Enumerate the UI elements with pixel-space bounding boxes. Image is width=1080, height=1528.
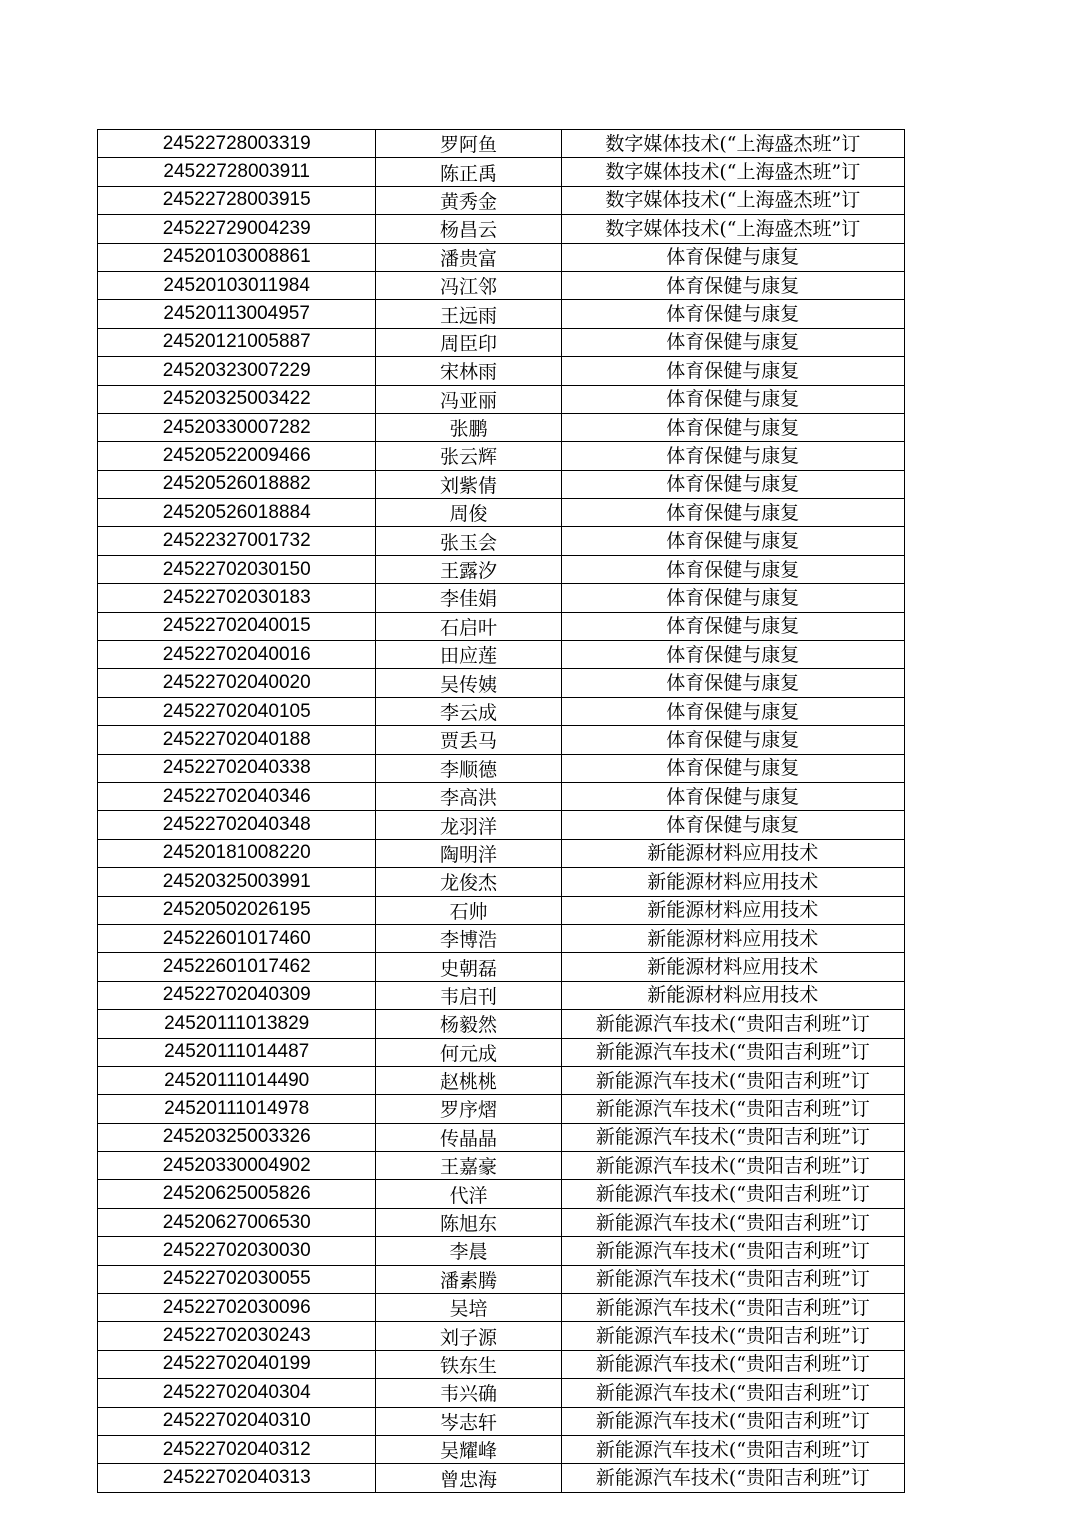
student-name-cell: 李顺德 xyxy=(376,754,561,782)
student-id-cell: 24520323007229 xyxy=(98,357,376,385)
student-id-cell: 24522728003915 xyxy=(98,186,376,214)
table-row xyxy=(98,1180,905,1208)
table-row xyxy=(98,158,905,186)
student-id-cell: 24520111014978 xyxy=(98,1095,376,1123)
table-row xyxy=(98,953,905,981)
student-name-cell: 赵桃桃 xyxy=(376,1066,561,1094)
table-row xyxy=(98,924,905,952)
student-id-cell: 24522702040310 xyxy=(98,1407,376,1435)
major-cell: 新能源汽车技术(“贵阳吉利班”订 xyxy=(561,1010,904,1038)
student-name-cell: 李晨 xyxy=(376,1237,561,1265)
major-cell: 体育保健与康复 xyxy=(561,782,904,810)
major-cell: 体育保健与康复 xyxy=(561,300,904,328)
student-id-cell: 24520111013829 xyxy=(98,1010,376,1038)
student-id-cell: 24522601017462 xyxy=(98,953,376,981)
major-cell: 数字媒体技术(“上海盛杰班”订 xyxy=(561,186,904,214)
student-name-cell: 罗阿鱼 xyxy=(376,130,561,158)
student-id-cell: 24522702040312 xyxy=(98,1435,376,1463)
student-name-cell: 周俊 xyxy=(376,499,561,527)
student-id-cell: 24520522009466 xyxy=(98,442,376,470)
table-row xyxy=(98,1407,905,1435)
student-id-cell: 24520526018882 xyxy=(98,470,376,498)
student-name-cell: 王露汐 xyxy=(376,555,561,583)
student-id-cell: 24520325003326 xyxy=(98,1123,376,1151)
student-id-cell: 24522702040188 xyxy=(98,726,376,754)
table-row xyxy=(98,1350,905,1378)
table-row xyxy=(98,328,905,356)
student-id-cell: 24522702040105 xyxy=(98,697,376,725)
student-name-cell: 罗序熠 xyxy=(376,1095,561,1123)
major-cell: 新能源材料应用技术 xyxy=(561,953,904,981)
table-row xyxy=(98,1265,905,1293)
table-row xyxy=(98,726,905,754)
table-row xyxy=(98,1123,905,1151)
major-cell: 体育保健与康复 xyxy=(561,555,904,583)
table-row xyxy=(98,1379,905,1407)
major-cell: 新能源材料应用技术 xyxy=(561,839,904,867)
student-name-cell: 陈正禹 xyxy=(376,158,561,186)
student-name-cell: 冯江邻 xyxy=(376,271,561,299)
student-name-cell: 王嘉豪 xyxy=(376,1152,561,1180)
major-cell: 新能源汽车技术(“贵阳吉利班”订 xyxy=(561,1294,904,1322)
table-row xyxy=(98,1322,905,1350)
table-row xyxy=(98,385,905,413)
student-name-cell: 杨昌云 xyxy=(376,215,561,243)
table-row xyxy=(98,271,905,299)
major-cell: 新能源汽车技术(“贵阳吉利班”订 xyxy=(561,1265,904,1293)
major-cell: 体育保健与康复 xyxy=(561,328,904,356)
table-row xyxy=(98,1237,905,1265)
table-row xyxy=(98,413,905,441)
student-name-cell: 陶明洋 xyxy=(376,839,561,867)
student-id-cell: 24522702030030 xyxy=(98,1237,376,1265)
table-row xyxy=(98,186,905,214)
student-name-cell: 李博浩 xyxy=(376,924,561,952)
student-name-cell: 韦兴确 xyxy=(376,1379,561,1407)
table-row xyxy=(98,1152,905,1180)
major-cell: 体育保健与康复 xyxy=(561,413,904,441)
table-row xyxy=(98,1038,905,1066)
student-id-cell: 24522702040346 xyxy=(98,782,376,810)
student-id-cell: 24520502026195 xyxy=(98,896,376,924)
student-name-cell: 传晶晶 xyxy=(376,1123,561,1151)
major-cell: 新能源汽车技术(“贵阳吉利班”订 xyxy=(561,1407,904,1435)
table-row xyxy=(98,555,905,583)
student-id-cell: 24520627006530 xyxy=(98,1208,376,1236)
table-row xyxy=(98,470,905,498)
student-name-cell: 吴耀峰 xyxy=(376,1435,561,1463)
student-id-cell: 24520330004902 xyxy=(98,1152,376,1180)
table-row xyxy=(98,300,905,328)
table-row xyxy=(98,1066,905,1094)
student-name-cell: 田应莲 xyxy=(376,641,561,669)
student-id-cell: 24522702030055 xyxy=(98,1265,376,1293)
student-name-cell: 石帅 xyxy=(376,896,561,924)
student-name-cell: 韦启刊 xyxy=(376,981,561,1009)
major-cell: 体育保健与康复 xyxy=(561,641,904,669)
student-id-cell: 24520325003991 xyxy=(98,868,376,896)
student-id-cell: 24522702040338 xyxy=(98,754,376,782)
major-cell: 新能源材料应用技术 xyxy=(561,924,904,952)
table-row xyxy=(98,811,905,839)
major-cell: 新能源汽车技术(“贵阳吉利班”订 xyxy=(561,1095,904,1123)
student-name-cell: 张鹏 xyxy=(376,413,561,441)
student-id-cell: 24520103011984 xyxy=(98,271,376,299)
major-cell: 新能源汽车技术(“贵阳吉利班”订 xyxy=(561,1208,904,1236)
major-cell: 数字媒体技术(“上海盛杰班”订 xyxy=(561,158,904,186)
major-cell: 体育保健与康复 xyxy=(561,499,904,527)
major-cell: 新能源汽车技术(“贵阳吉利班”订 xyxy=(561,1435,904,1463)
major-cell: 新能源汽车技术(“贵阳吉利班”订 xyxy=(561,1152,904,1180)
student-id-cell: 24520181008220 xyxy=(98,839,376,867)
table-row xyxy=(98,669,905,697)
major-cell: 体育保健与康复 xyxy=(561,584,904,612)
major-cell: 体育保健与康复 xyxy=(561,442,904,470)
major-cell: 新能源汽车技术(“贵阳吉利班”订 xyxy=(561,1322,904,1350)
table-row xyxy=(98,754,905,782)
student-id-cell: 24520121005887 xyxy=(98,328,376,356)
major-cell: 体育保健与康复 xyxy=(561,726,904,754)
student-name-cell: 黄秀金 xyxy=(376,186,561,214)
student-id-cell: 24522702040348 xyxy=(98,811,376,839)
student-id-cell: 24522702040199 xyxy=(98,1350,376,1378)
major-cell: 新能源汽车技术(“贵阳吉利班”订 xyxy=(561,1464,904,1492)
student-id-cell: 24522702030183 xyxy=(98,584,376,612)
student-id-cell: 24522702040016 xyxy=(98,641,376,669)
major-cell: 体育保健与康复 xyxy=(561,697,904,725)
table-row xyxy=(98,1010,905,1038)
student-id-cell: 24522702040020 xyxy=(98,669,376,697)
student-name-cell: 冯亚丽 xyxy=(376,385,561,413)
major-cell: 体育保健与康复 xyxy=(561,612,904,640)
student-name-cell: 龙羽洋 xyxy=(376,811,561,839)
major-cell: 体育保健与康复 xyxy=(561,470,904,498)
student-id-cell: 24522728003911 xyxy=(98,158,376,186)
major-cell: 体育保健与康复 xyxy=(561,811,904,839)
student-name-cell: 岑志轩 xyxy=(376,1407,561,1435)
table-row xyxy=(98,357,905,385)
major-cell: 体育保健与康复 xyxy=(561,754,904,782)
table-row xyxy=(98,442,905,470)
major-cell: 体育保健与康复 xyxy=(561,669,904,697)
major-cell: 新能源材料应用技术 xyxy=(561,868,904,896)
table-row xyxy=(98,839,905,867)
major-cell: 新能源汽车技术(“贵阳吉利班”订 xyxy=(561,1237,904,1265)
student-name-cell: 石启叶 xyxy=(376,612,561,640)
student-id-cell: 24522702030096 xyxy=(98,1294,376,1322)
student-name-cell: 吴传姨 xyxy=(376,669,561,697)
student-name-cell: 史朝磊 xyxy=(376,953,561,981)
major-cell: 新能源汽车技术(“贵阳吉利班”订 xyxy=(561,1123,904,1151)
student-id-cell: 24522702040304 xyxy=(98,1379,376,1407)
student-name-cell: 代洋 xyxy=(376,1180,561,1208)
table-row xyxy=(98,981,905,1009)
major-cell: 体育保健与康复 xyxy=(561,243,904,271)
student-id-cell: 24522327001732 xyxy=(98,527,376,555)
major-cell: 数字媒体技术(“上海盛杰班”订 xyxy=(561,130,904,158)
major-cell: 新能源汽车技术(“贵阳吉利班”订 xyxy=(561,1038,904,1066)
student-name-cell: 贾丢马 xyxy=(376,726,561,754)
major-cell: 体育保健与康复 xyxy=(561,527,904,555)
student-name-cell: 杨毅然 xyxy=(376,1010,561,1038)
student-id-cell: 24520325003422 xyxy=(98,385,376,413)
table-row xyxy=(98,215,905,243)
major-cell: 新能源材料应用技术 xyxy=(561,981,904,1009)
student-name-cell: 刘紫倩 xyxy=(376,470,561,498)
student-id-cell: 24520111014487 xyxy=(98,1038,376,1066)
table-row xyxy=(98,584,905,612)
student-id-cell: 24522702030150 xyxy=(98,555,376,583)
student-name-cell: 宋林雨 xyxy=(376,357,561,385)
student-name-cell: 曾忠海 xyxy=(376,1464,561,1492)
student-id-cell: 24522702040015 xyxy=(98,612,376,640)
student-id-cell: 24522601017460 xyxy=(98,924,376,952)
student-name-cell: 李佳娟 xyxy=(376,584,561,612)
student-name-cell: 铁东生 xyxy=(376,1350,561,1378)
table-row xyxy=(98,1095,905,1123)
student-name-cell: 张云辉 xyxy=(376,442,561,470)
student-name-cell: 潘贵富 xyxy=(376,243,561,271)
student-id-cell: 24522702030243 xyxy=(98,1322,376,1350)
table-row xyxy=(98,896,905,924)
student-name-cell: 陈旭东 xyxy=(376,1208,561,1236)
major-cell: 体育保健与康复 xyxy=(561,385,904,413)
student-name-cell: 潘素腾 xyxy=(376,1265,561,1293)
table-body xyxy=(98,130,905,1493)
student-name-cell: 龙俊杰 xyxy=(376,868,561,896)
student-list-table xyxy=(97,129,905,1493)
major-cell: 新能源汽车技术(“贵阳吉利班”订 xyxy=(561,1350,904,1378)
table-row xyxy=(98,1294,905,1322)
table-row xyxy=(98,130,905,158)
table-row xyxy=(98,527,905,555)
student-id-cell: 24522729004239 xyxy=(98,215,376,243)
student-name-cell: 何元成 xyxy=(376,1038,561,1066)
major-cell: 体育保健与康复 xyxy=(561,357,904,385)
table-row xyxy=(98,612,905,640)
table-row xyxy=(98,697,905,725)
student-name-cell: 刘子源 xyxy=(376,1322,561,1350)
student-id-cell: 24522728003319 xyxy=(98,130,376,158)
student-name-cell: 李高洪 xyxy=(376,782,561,810)
table-row xyxy=(98,1435,905,1463)
student-id-cell: 24520113004957 xyxy=(98,300,376,328)
table-row xyxy=(98,868,905,896)
student-name-cell: 周臣印 xyxy=(376,328,561,356)
major-cell: 新能源汽车技术(“贵阳吉利班”订 xyxy=(561,1180,904,1208)
table-row xyxy=(98,1208,905,1236)
student-name-cell: 张玉会 xyxy=(376,527,561,555)
student-id-cell: 24522702040313 xyxy=(98,1464,376,1492)
major-cell: 新能源汽车技术(“贵阳吉利班”订 xyxy=(561,1379,904,1407)
table-row xyxy=(98,499,905,527)
student-id-cell: 24520330007282 xyxy=(98,413,376,441)
table-row xyxy=(98,1464,905,1492)
major-cell: 体育保健与康复 xyxy=(561,271,904,299)
student-name-cell: 王远雨 xyxy=(376,300,561,328)
major-cell: 数字媒体技术(“上海盛杰班”订 xyxy=(561,215,904,243)
major-cell: 新能源汽车技术(“贵阳吉利班”订 xyxy=(561,1066,904,1094)
student-id-cell: 24520103008861 xyxy=(98,243,376,271)
table-row xyxy=(98,243,905,271)
table-row xyxy=(98,641,905,669)
student-id-cell: 24520526018884 xyxy=(98,499,376,527)
student-id-cell: 24520111014490 xyxy=(98,1066,376,1094)
table-row xyxy=(98,782,905,810)
student-name-cell: 李云成 xyxy=(376,697,561,725)
major-cell: 新能源材料应用技术 xyxy=(561,896,904,924)
student-id-cell: 24522702040309 xyxy=(98,981,376,1009)
student-name-cell: 吴培 xyxy=(376,1294,561,1322)
student-id-cell: 24520625005826 xyxy=(98,1180,376,1208)
